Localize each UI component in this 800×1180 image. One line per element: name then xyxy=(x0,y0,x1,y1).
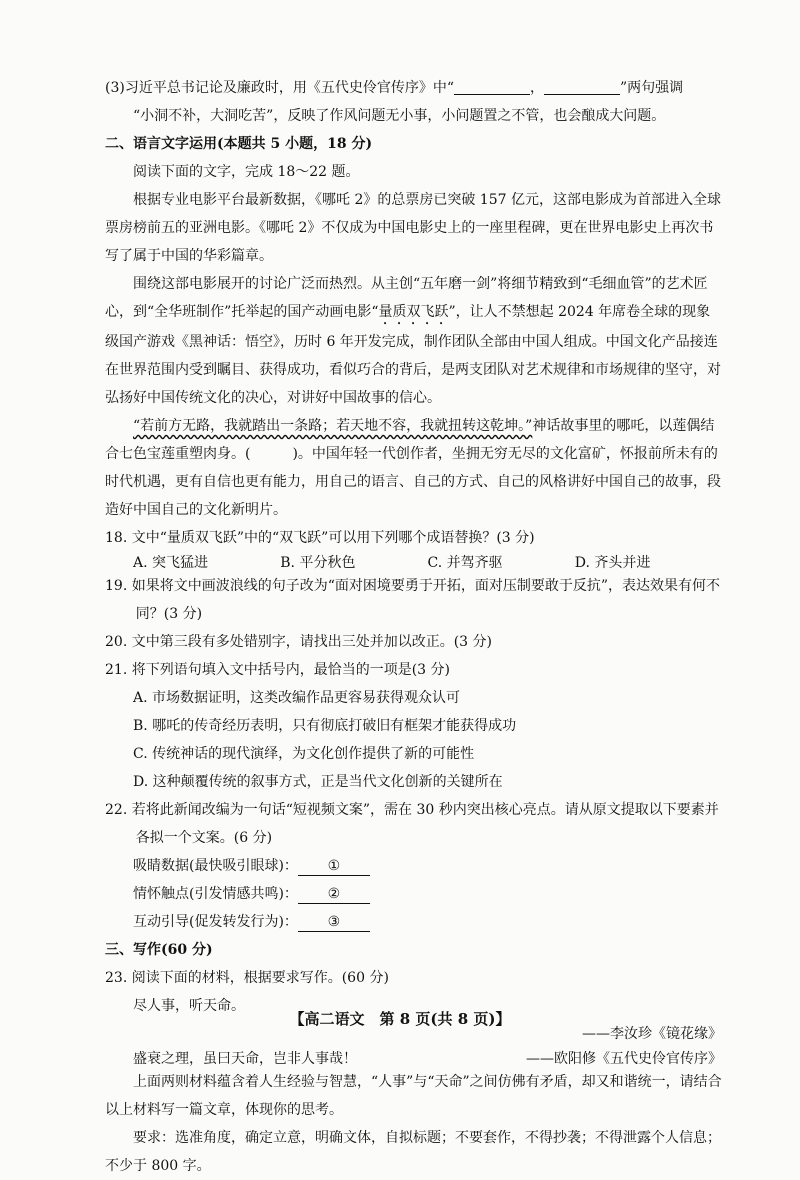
question-20: 20. 文中第三段有多处错别字，请找出三处并加以改正。(3 分) xyxy=(105,634,492,650)
answer-blank-2[interactable] xyxy=(544,78,620,95)
question-18-options xyxy=(105,552,722,572)
quote-2: 盛衰之理，虽曰天命，岂非人事哉！ xyxy=(133,1051,357,1067)
writing-requirements: 要求：选准角度，确定立意，明确文体，自拟标题；不要套作，不得抄袭；不得泄露个人信息；不少于 800 字。 xyxy=(105,1130,721,1174)
answer-blank-5[interactable]: ③ xyxy=(298,913,370,932)
copy-item-2: 情怀触点(引发情感共鸣)： ② xyxy=(105,880,722,908)
answer-blank-1[interactable] xyxy=(454,78,530,95)
wavy-underlined-sentence: “若前方无路，我就踏出一条路；若天地不容，我就扭转这乾坤。” xyxy=(133,418,533,434)
writing-prompt: 上面两则材料蕴含着人生经验与智慧，“人事”与“天命”之间仿佛有矛盾，却又和谐统一，请结合以上材料写一篇文章，体现你的思考。 xyxy=(105,1074,722,1118)
copy-item-3: 互动引导(促发转发行为)： ③ xyxy=(105,908,722,936)
dotted-phrase: 量质双飞跃 xyxy=(378,304,449,320)
question-21: 21. 将下列语句填入文中括号内，最恰当的一项是(3 分) xyxy=(105,662,450,678)
page-footer: 【高二语文 第 8 页(共 8 页)】 xyxy=(289,1010,511,1028)
question-3-line1: (3)习近平总书记论及廉政时，用《五代史伶官传序》中“ ， ”两句强调 xyxy=(105,80,684,96)
reading-intro: 阅读下面的文字，完成 18～22 题。 xyxy=(133,164,360,180)
section-2-title: 二、语言文字运用(本题共 5 小题，18 分) xyxy=(105,136,373,152)
quote-1-source: ——李汝珍《镜花缘》 xyxy=(582,1026,722,1042)
passage-paragraph-3: “若前方无路，我就踏出一条路；若天地不容，我就扭转这乾坤。”神话故事里的哪吒，以莲偶结合七色宝莲重塑肉身。( )。中国年轻一代创作者，坐拥无穷无尽的文化富矿，怀报前所未有的时代机遇，更有自信也更有能力，用自己的语言、自己的方式、自己的风格讲好中国自己的故事，段造好中国自己的文化新明片。 xyxy=(105,418,721,518)
passage-paragraph-1: 根据专业电影平台最新数据，《哪吒 2》的总票房已突破 157 亿元，这部电影成为首部进入全球票房榜前五的亚洲电影。《哪吒 2》不仅成为中国电影史上的一座里程碑，更在世界电影史上再次书写了属于中国的华彩篇章。 xyxy=(105,192,721,264)
option-c: C. 并驾齐驱 xyxy=(427,555,503,571)
quote-1: 尽人事，听天命。 xyxy=(133,998,245,1014)
option-b: B. 哪吒的传奇经历表明，只有彻底打破旧有框架才能获得成功 xyxy=(133,718,517,734)
option-b: B. 平分秋色 xyxy=(280,555,356,571)
question-19: 19. 如果将文中画波浪线的句子改为“面对困境要勇于开拓，面对压制要敢于反抗”，表达效果有何不同？(3 分) xyxy=(105,578,721,622)
section-3-title: 三、写作(60 分) xyxy=(105,942,213,958)
quote-2-row xyxy=(105,1048,722,1068)
question-22: 22. 若将此新闻改编为一句话“短视频文案”，需在 30 秒内突出核心亮点。请从原文提取以下要素并各拟一个文案。(6 分) xyxy=(105,802,719,846)
option-a: A. 市场数据证明，这类改编作品更容易获得观众认可 xyxy=(133,690,461,706)
question-18: 18. 文中“量质双飞跃”中的“双飞跃”可以用下列哪个成语替换？(3 分) xyxy=(105,530,535,546)
question-3-line2: “小洞不补，大洞吃苦”，反映了作风问题无小事，小问题置之不管，也会酿成大问题。 xyxy=(133,108,666,124)
option-d: D. 齐头并进 xyxy=(574,555,651,571)
passage-paragraph-2: 围绕这部电影展开的讨论广泛而热烈。从主创“五年磨一剑”将细节精致到“毛细血管”的艺术匠心，到“全华班制作”托举起的国产动画电影“量质双飞跃”，让人不禁想起 2024 年席卷全球的现象级国产游戏《黑神话：悟空》，历时 6 年开发完成，制作团队全部由中国人组成。中国文化产品接连在世界范围内受到瞩目、获得成功，看似巧合的背后，是两支团队对艺术规律和市场规律的坚守，对弘扬好中国传统文化的决心，对讲好中国故事的信心。 xyxy=(105,276,721,406)
question-23: 23. 阅读下面的材料，根据要求写作。(60 分) xyxy=(105,970,389,986)
answer-blank-4[interactable]: ② xyxy=(298,885,370,904)
option-d: D. 这种颠覆传统的叙事方式，正是当代文化创新的关键所在 xyxy=(133,774,503,790)
quote-2-source: ——欧阳修《五代史伶官传序》 xyxy=(526,1051,722,1067)
option-c: C. 传统神话的现代演绎，为文化创作提供了新的可能性 xyxy=(133,746,475,762)
answer-blank-3[interactable]: ① xyxy=(298,857,370,876)
copy-item-1: 吸睛数据(最快吸引眼球)： ① xyxy=(105,852,722,880)
option-a: A. 突飞猛进 xyxy=(133,555,209,571)
